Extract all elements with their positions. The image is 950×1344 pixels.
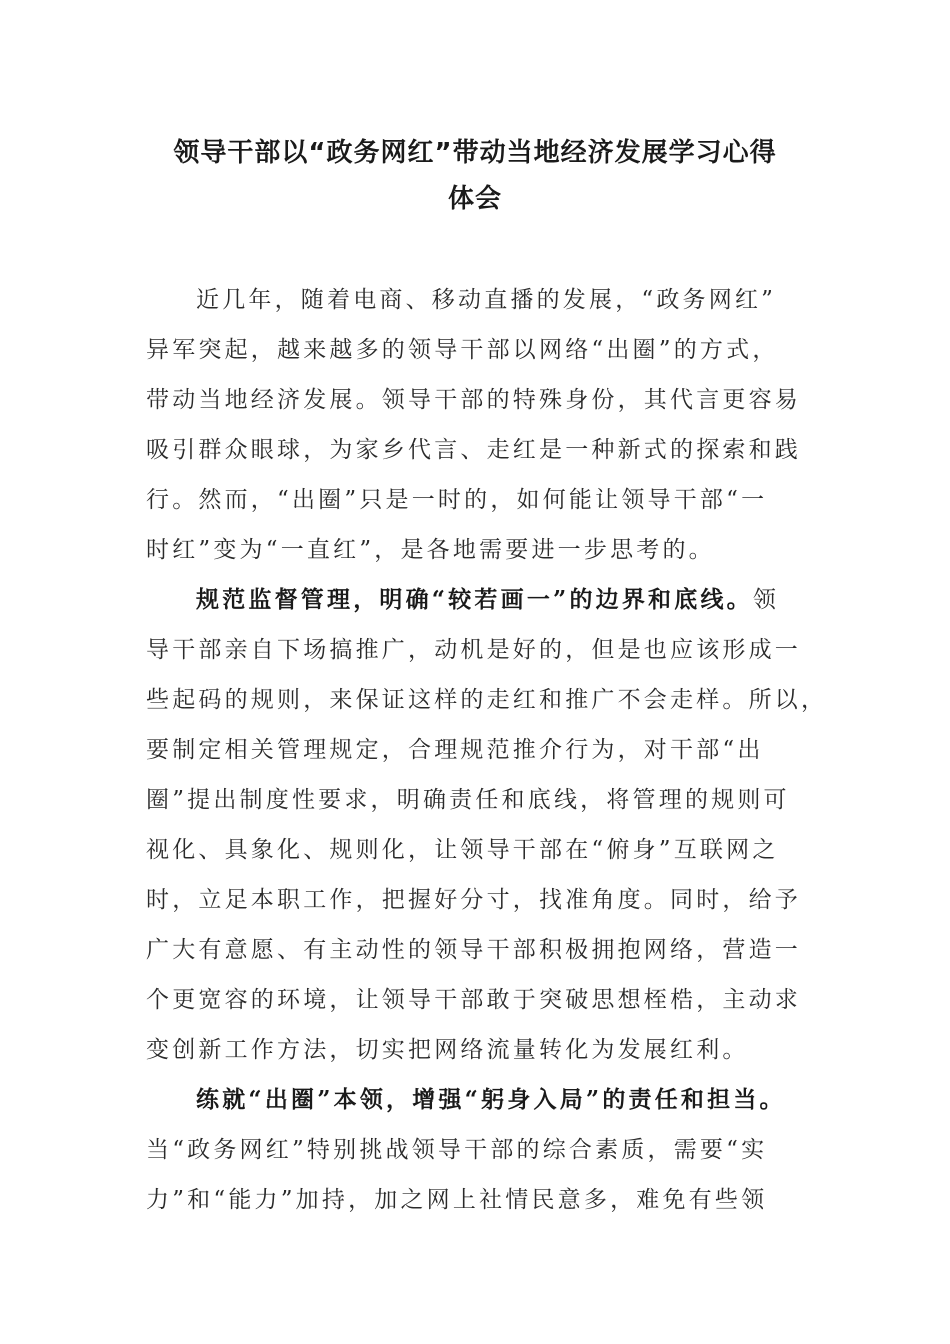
paragraph-1-line-3: 带动当地经济发展。领导干部的特殊身份，其代言更容易 — [146, 387, 801, 413]
paragraph-2-line-1 — [196, 585, 779, 615]
paragraph-2-line-7: 时，立足本职工作，把握好分寸，找准角度。同时，给予 — [146, 887, 801, 913]
document-title — [140, 130, 810, 222]
paragraph-2-line-6: 视化、具象化、规则化，让领导干部在“俯身”互联网之 — [146, 837, 779, 863]
paragraph-2-heading-tail: 领 — [752, 587, 780, 613]
paragraph-1-line-4: 吸引群众眼球，为家乡代言、走红是一种新式的探索和践 — [146, 437, 801, 463]
paragraph-2-line-4: 要制定相关管理规定，合理规范推介行为，对干部“出 — [146, 737, 764, 763]
title-line-1: 领导干部以“政务网红”带动当地经济发展学习心得 — [173, 138, 777, 168]
paragraph-3-heading: 练就“出圈”本领，增强“躬身入局”的责任和担当。 — [196, 1086, 786, 1113]
paragraph-1-line-2: 异军突起，越来越多的领导干部以网络“出圈”的方式， — [146, 337, 779, 363]
paragraph-2-line-5: 圈”提出制度性要求，明确责任和底线，将管理的规则可 — [146, 787, 790, 813]
paragraph-2-line-8: 广大有意愿、有主动性的领导干部积极拥抱网络，营造一 — [146, 937, 801, 963]
paragraph-2-line-3: 些起码的规则，来保证这样的走红和推广不会走样。所以， — [146, 687, 828, 713]
paragraph-2-heading: 规范监督管理，明确“较若画一”的边界和底线。 — [196, 586, 753, 613]
paragraph-3-line-3: 力”和“能力”加持，加之网上社情民意多，难免有些领 — [146, 1187, 768, 1213]
paragraph-2-line-10: 变创新工作方法，切实把网络流量转化为发展红利。 — [146, 1037, 749, 1063]
paragraph-1-line-1: 近几年，随着电商、移动直播的发展，“政务网红” — [196, 287, 777, 313]
title-line-2: 体会 — [447, 184, 502, 214]
paragraph-3-line-2: 当“政务网红”特别挑战领导干部的综合素质，需要“实 — [146, 1137, 768, 1163]
paragraph-1-line-5: 行。然而，“出圈”只是一时的，如何能让领导干部“一 — [146, 487, 768, 513]
paragraph-2-line-9: 个更宽容的环境，让领导干部敢于突破思想桎梏，主动求 — [146, 987, 801, 1013]
paragraph-2-line-2: 导干部亲自下场搞推广，动机是好的，但是也应该形成一 — [146, 637, 801, 663]
paragraph-1-line-6: 时红”变为“一直红”，是各地需要进一步思考的。 — [146, 537, 715, 563]
